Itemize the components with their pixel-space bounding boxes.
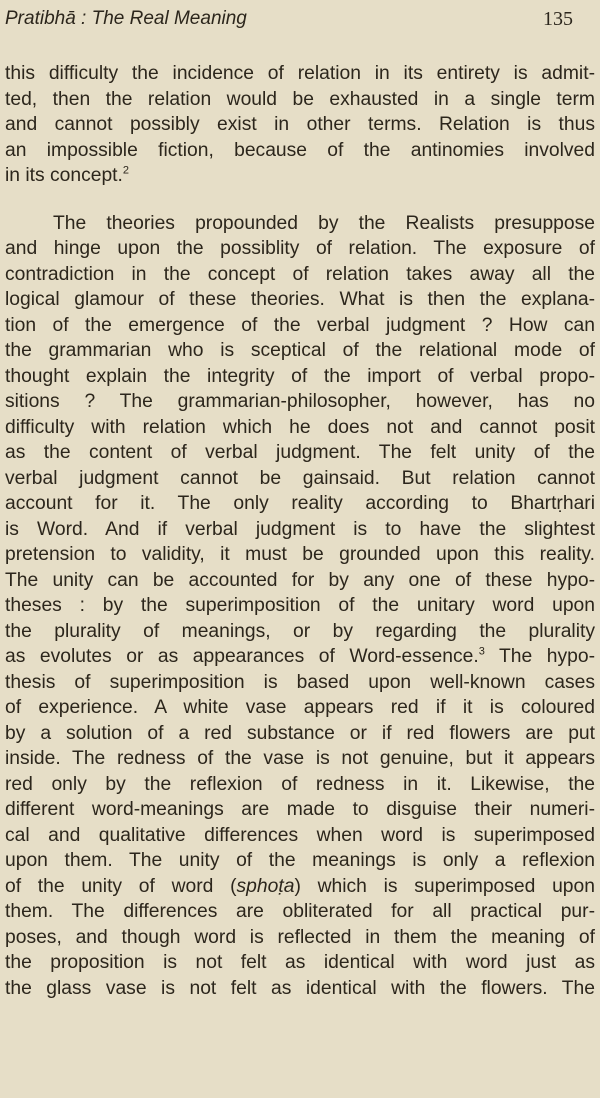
text-line	[5, 874, 595, 900]
text-line: theses : by the superimposition of the unitary word upon	[5, 595, 595, 616]
text-line: cal and qualitative differences when word is superimposed	[5, 824, 595, 846]
text-line: The theories propounded by the Realists presuppose	[53, 212, 595, 234]
text-line: The unity can be accounted for by any one of these hypo-	[5, 569, 595, 591]
running-title: Pratibhā : The Real Meaning	[5, 8, 247, 29]
text-line: upon them. The unity of the meanings is only a reflexion	[5, 850, 595, 871]
text-line: this difficulty the incidence of relation in its entirety is admit-	[5, 63, 595, 84]
text-line: contradiction in the concept of relation takes away all the	[5, 263, 595, 285]
footnote-marker: 3	[478, 645, 485, 658]
text-line: the proposition is not felt as identical with word just as	[5, 952, 595, 973]
text-line	[5, 644, 595, 670]
page-number: 135	[543, 8, 573, 30]
italic-term: sphoṭa	[236, 875, 295, 897]
text-line: and hinge upon the possiblity of relation. The exposure of	[5, 238, 595, 259]
text-line: the glass vase is not felt as identical with the flowers. The	[5, 977, 595, 999]
text-line: thesis of superimposition is based upon well-known cases	[5, 671, 595, 693]
text-line: by a solution of a red substance or if red flowers are put	[5, 722, 595, 744]
text-line: different word-meanings are made to disguise their numeri-	[5, 799, 595, 820]
footnote-marker: 2	[122, 164, 130, 177]
text-line: the grammarian who is sceptical of the relational mode of	[5, 340, 595, 361]
text-line	[5, 163, 595, 189]
text-line: as the content of verbal judgment. The felt unity of the	[5, 442, 595, 463]
paragraph-gap	[5, 189, 595, 211]
text-line: pretension to validity, it must be grounded upon this reality.	[5, 544, 595, 565]
text-segment: The hypo-	[484, 646, 595, 667]
text-segment: as evolutes or as appearances of Word-essence.	[5, 646, 479, 667]
text-line: verbal judgment cannot be gainsaid. But relation cannot	[5, 467, 595, 489]
text-line: and cannot possibly exist in other terms. Relation is thus	[5, 114, 595, 135]
text-line: inside. The redness of the vase is not genuine, but it appears	[5, 748, 595, 769]
text-line: account for it. The only reality according to Bhartṛhari	[5, 493, 595, 514]
text-line: difficulty with relation which he does not and cannot posit	[5, 416, 595, 438]
text-segment: in its concept.	[5, 165, 123, 186]
text-line: thought explain the integrity of the import of verbal propo-	[5, 365, 595, 387]
text-line: the plurality of meanings, or by regarding the plurality	[5, 620, 595, 642]
text-line: logical glamour of these theories. What is then the explana-	[5, 289, 595, 310]
text-line: ted, then the relation would be exhausted in a single term	[5, 88, 595, 110]
running-head	[5, 6, 600, 34]
text-line: them. The differences are obliterated for all practical pur-	[5, 901, 595, 922]
text-line: red only by the reflexion of redness in it. Likewise, the	[5, 773, 595, 795]
text-line: an impossible fiction, because of the antinomies involved	[5, 139, 595, 161]
text-line: tion of the emergence of the verbal judgment ? How can	[5, 314, 595, 336]
text-line: is Word. And if verbal judgment is to have the slightest	[5, 518, 595, 540]
text-line: poses, and though word is reflected in them the meaning of	[5, 926, 595, 948]
text-line: of experience. A white vase appears red if it is coloured	[5, 697, 595, 718]
body-text	[5, 61, 595, 1001]
text-segment: of the unity of word (	[5, 875, 237, 897]
text-line: sitions ? The grammarian-philosopher, however, has no	[5, 391, 595, 412]
text-segment: ) which is superimposed upon	[294, 875, 595, 897]
